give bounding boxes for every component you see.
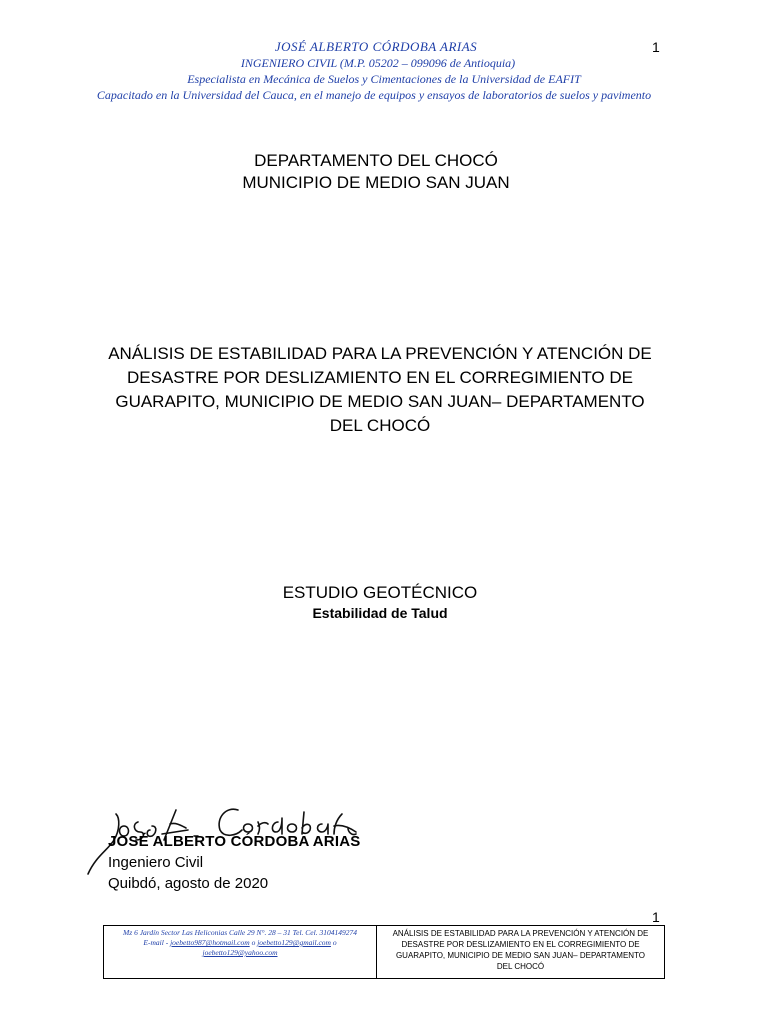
footer-table: [103, 925, 665, 979]
page-number: 1: [652, 39, 660, 55]
footer-title-line: DEL CHOCÓ: [496, 962, 545, 971]
email-prefix: E-mail -: [143, 938, 171, 947]
title-line: DEL CHOCÓ: [329, 416, 431, 435]
footer-title-cell: [377, 926, 664, 978]
footer-page-number: 1: [652, 909, 660, 925]
header-name: JOSÉ ALBERTO CÓRDOBA ARIAS: [274, 39, 478, 54]
email-link-yahoo[interactable]: joebetto129@yahoo.com: [202, 948, 278, 957]
municipality-name: MUNICIPIO DE MEDIO SAN JUAN: [242, 173, 510, 192]
header-training: Capacitado en la Universidad del Cauca, en el manejo de equipos y ensayos de laboratorios de suelos y pavimento: [96, 88, 652, 102]
email-link-hotmail[interactable]: joebetto987@hotmail.com: [170, 938, 250, 947]
footer-emails: [108, 938, 372, 958]
signer-name: JOSÉ ALBERTO CÓRDOBA ARIAS: [108, 833, 361, 850]
header-profession: INGENIERO CIVIL (M.P. 05202 – 099096 de Antioquia): [240, 56, 516, 70]
title-line: GUARAPITO, MUNICIPIO DE MEDIO SAN JUAN– DEPARTAMENTO: [115, 392, 645, 411]
study-subtitle: Estabilidad de Talud: [312, 605, 448, 621]
footer-title-line: DESASTRE POR DESLIZAMIENTO EN EL CORREGIMIENTO DE: [401, 940, 640, 949]
footer-title-line: ANÁLISIS DE ESTABILIDAD PARA LA PREVENCIÓN Y ATENCIÓN DE: [392, 929, 649, 938]
title-line: ANÁLISIS DE ESTABILIDAD PARA LA PREVENCIÓN Y ATENCIÓN DE: [108, 344, 652, 363]
footer-title-line: GUARAPITO, MUNICIPIO DE MEDIO SAN JUAN– DEPARTAMENTO: [395, 951, 646, 960]
signer-role: Ingeniero Civil: [108, 854, 204, 871]
footer-contact-cell: [104, 926, 377, 978]
email-separator: o: [249, 938, 258, 947]
footer-address: Mz 6 Jardín Sector Las Heliconias Calle 29 N°. 28 – 31 Tel. Cel. 3104149274: [123, 928, 357, 937]
title-line: DESASTRE POR DESLIZAMIENTO EN EL CORREGIMIENTO DE: [127, 368, 633, 387]
document-title: [0, 342, 764, 438]
study-title: ESTUDIO GEOTÉCNICO: [282, 583, 478, 602]
signature-block: [108, 831, 360, 894]
place-date: Quibdó, agosto de 2020: [108, 875, 269, 892]
email-separator: o: [330, 938, 337, 947]
department-name: DEPARTAMENTO DEL CHOCÓ: [254, 151, 498, 170]
email-link-gmail[interactable]: joebetto129@gmail.com: [257, 938, 331, 947]
header-specialization: Especialista en Mecánica de Suelos y Cimentaciones de la Universidad de EAFIT: [187, 72, 581, 86]
